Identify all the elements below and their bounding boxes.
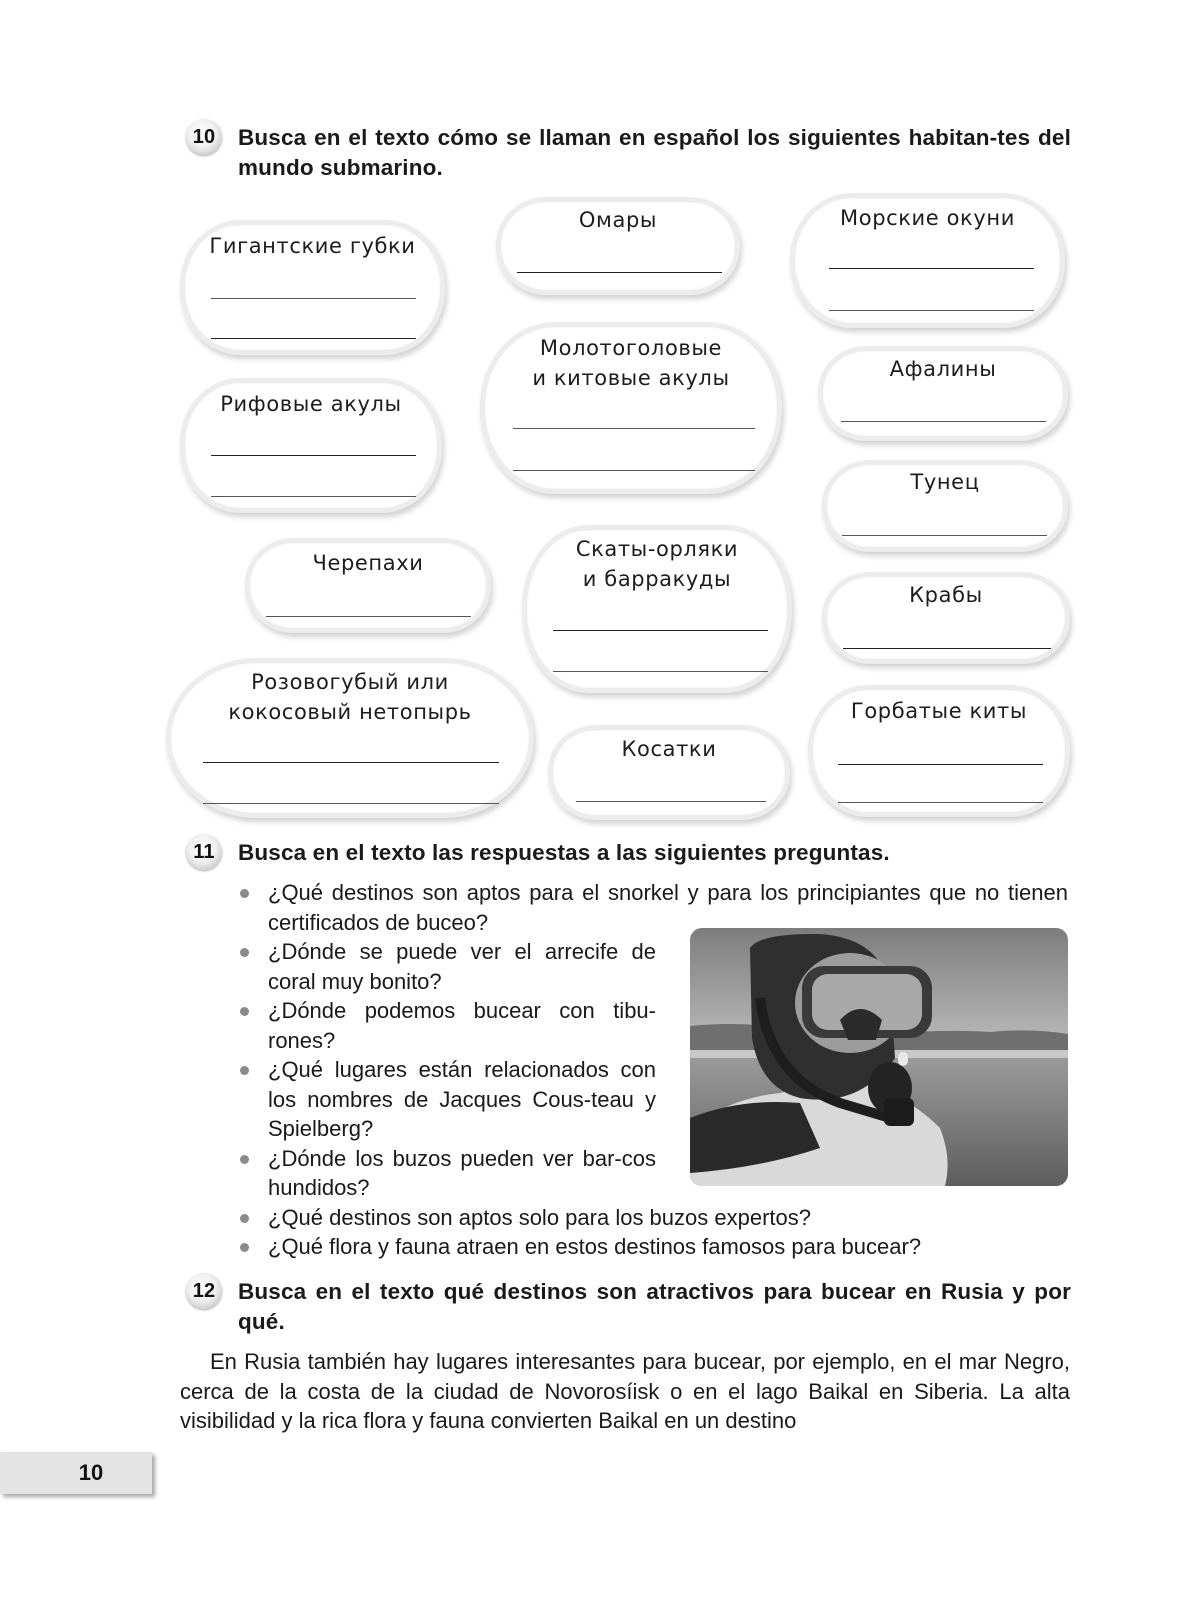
list-item: ¿Dónde podemos bucear con tibu-rones?	[240, 996, 656, 1055]
bubble-label: Омары	[578, 208, 658, 232]
list-item: ¿Qué destinos son aptos solo para los buzos expertos?	[240, 1203, 1068, 1233]
exercise-10-instruction: Busca en el texto cómo se llaman en español los siguientes habitan-tes del mundo submarino.	[238, 125, 1071, 180]
bubble-label: и китовые акулы	[532, 366, 730, 390]
bubble-label: Морские окуни	[840, 206, 1015, 230]
list-item: ¿Qué flora y fauna atraen en estos destinos famosos para bucear?	[240, 1232, 1068, 1262]
answer-line[interactable]	[211, 455, 416, 456]
list-item: ¿Qué destinos son aptos para el snorkel y para los principiantes que no tienen certificados de buceo?	[240, 878, 1068, 937]
page-number: 10	[0, 1452, 152, 1494]
answer-line[interactable]	[841, 421, 1046, 422]
body-paragraph: En Rusia también hay lugares interesantes para bucear, por ejemplo, en el mar Negro, cerca de la costa de la ciudad de Novorosíisk o en el lago Baikal en Siberia. La alta visibilidad y la rica flora y fauna convierten Baikal en un destino	[180, 1349, 1070, 1433]
answer-bubble-sea-bass	[790, 193, 1065, 328]
photo-snorkeler-icon	[690, 928, 1068, 1186]
list-item: ¿Dónde los buzos pueden ver bar-cos hundidos?	[240, 1144, 656, 1203]
bubble-label: кокосовый нетопырь	[228, 700, 472, 724]
exercise-11-instruction: Busca en el texto las respuestas a las siguientes preguntas.	[238, 840, 890, 865]
bubble-label: Скаты-орляки	[575, 537, 739, 561]
answer-bubble-humpback-whales	[808, 685, 1070, 817]
answer-bubble-turtles	[245, 538, 491, 633]
bubble-label: Гигантские губки	[209, 234, 416, 258]
answer-line[interactable]	[211, 338, 416, 339]
bubble-label: Рифовые акулы	[220, 392, 402, 416]
bubble-label: Косатки	[621, 737, 717, 761]
bubble-label: Черепахи	[312, 551, 424, 575]
answer-bubble-crabs	[822, 572, 1070, 664]
answer-bubble-giant-sponges	[180, 220, 445, 355]
snorkeler-photo	[690, 928, 1068, 1186]
answer-line[interactable]	[829, 268, 1034, 269]
answer-line[interactable]	[513, 470, 755, 471]
answer-line[interactable]	[576, 801, 766, 802]
exercise-number-badge: 12	[186, 1273, 222, 1309]
answer-line[interactable]	[203, 762, 499, 763]
answer-bubble-eagle-rays-barracudas	[522, 525, 792, 693]
answer-line[interactable]	[842, 535, 1047, 536]
answer-line[interactable]	[553, 671, 768, 672]
answer-bubble-orcas	[548, 725, 790, 820]
answer-line[interactable]	[553, 630, 768, 631]
bubble-label: Розовогубый или	[251, 670, 449, 694]
answer-line[interactable]	[829, 310, 1034, 311]
answer-bubble-reef-sharks	[180, 378, 442, 513]
bubble-label: и барракуды	[582, 567, 732, 591]
answer-line[interactable]	[517, 272, 722, 273]
bubble-label: Крабы	[909, 583, 983, 607]
answer-bubble-lobsters	[496, 197, 740, 295]
list-item: ¿Qué lugares están relacionados con los nombres de Jacques Cous-teau y Spielberg?	[240, 1055, 656, 1144]
answer-line[interactable]	[843, 648, 1051, 649]
bubble-label: Тунец	[910, 470, 980, 494]
answer-bubble-tuna	[822, 460, 1068, 552]
answer-bubble-hammerhead-whale-sharks	[480, 322, 782, 494]
bubble-label: Афалины	[889, 357, 997, 381]
answer-bubble-coconut-batfish	[166, 658, 534, 818]
answer-line[interactable]	[266, 616, 471, 617]
answer-line[interactable]	[211, 298, 416, 299]
bubble-label: Молотоголовые	[539, 336, 723, 360]
answer-line[interactable]	[838, 764, 1043, 765]
answer-bubble-bottlenose-dolphins	[818, 346, 1068, 441]
list-item: ¿Dónde se puede ver el arrecife de coral muy bonito?	[240, 937, 656, 996]
answer-line[interactable]	[211, 496, 416, 497]
bubble-label: Горбатые киты	[850, 699, 1028, 723]
exercise-number-badge: 10	[186, 119, 222, 155]
exercise-number-badge: 11	[186, 834, 222, 870]
answer-line[interactable]	[838, 802, 1043, 803]
answer-line[interactable]	[203, 803, 499, 804]
exercise-12-instruction: Busca en el texto qué destinos son atractivos para bucear en Rusia y por qué.	[238, 1279, 1071, 1334]
answer-line[interactable]	[513, 428, 755, 429]
